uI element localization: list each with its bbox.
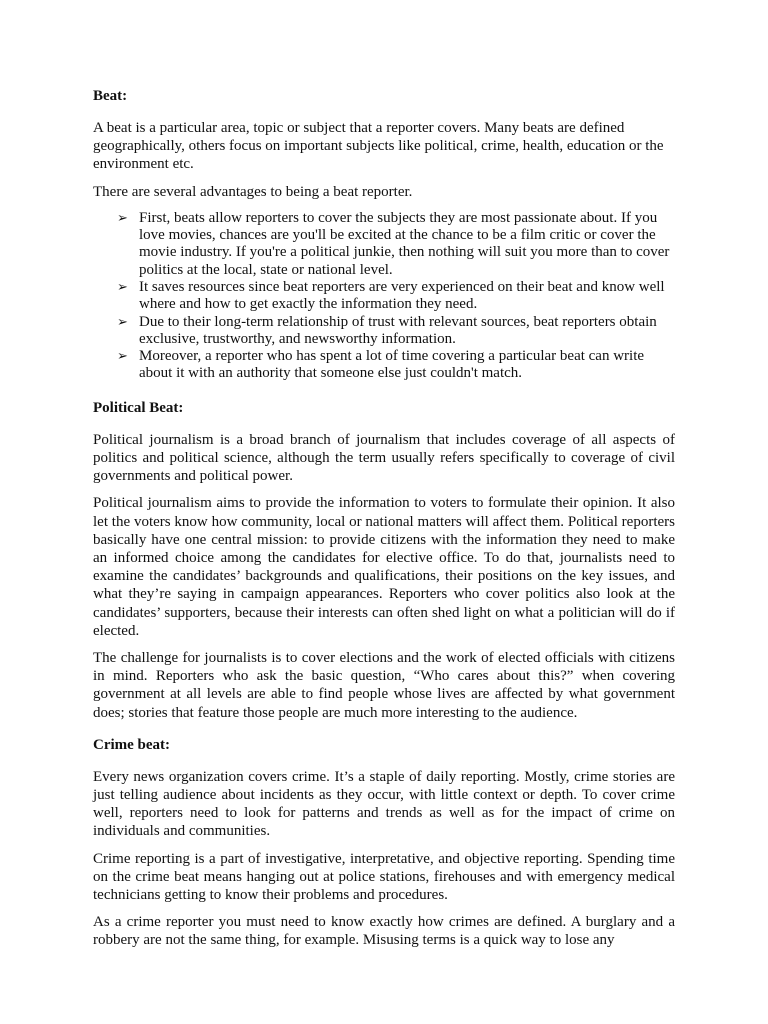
list-item-text: It saves resources since beat reporters are very experienced on their beat and know well where and how to get exactly the information they need.	[139, 279, 665, 313]
political-paragraph: Political journalism is a broad branch of journalism that includes coverage of all aspects of politics and political science, although the term usually refers specifically to coverage of civil governments and political power.	[93, 431, 675, 485]
advantages-list	[93, 210, 675, 383]
list-item	[117, 313, 675, 349]
beat-heading: Beat:	[93, 88, 128, 104]
arrow-bullet-icon: ➢	[117, 314, 128, 330]
political-paragraph: Political journalism aims to provide the information to voters to formulate their opinion. It also let the voters know how community, local or national matters will affect them. Political reporters basically have one central mission: to provide citizens with the information they need to make an informed choice among the candidates for elective office. To do that, journalists need to examine the candidates’ backgrounds and qualifications, their positions on the key issues, and what they’re saying in campaign appearances. Reporters who cover politics also look at the candidates’ supporters, because their interests can often shed light on what a politician will do if elected.	[93, 495, 675, 639]
political-beat-heading: Political Beat:	[93, 399, 184, 416]
list-item	[117, 279, 675, 314]
advantages-intro: There are several advantages to being a beat reporter.	[93, 183, 413, 200]
crime-paragraph: As a crime reporter you must need to know exactly how crimes are defined. A burglary and a robbery are not the same thing, for example. Misusing terms is a quick way to lose any	[93, 914, 675, 949]
list-item-text: First, beats allow reporters to cover the subjects they are most passionate about. If you love movies, chances are you'll be excited at the chance to be a film critic or cover the movie industry. If you're a political junkie, then nothing will suit you more than to cover politics at the local, state or national level.	[139, 209, 670, 278]
arrow-bullet-icon: ➢	[117, 349, 128, 365]
crime-beat-heading: Crime beat:	[93, 736, 171, 753]
list-item-text: Moreover, a reporter who has spent a lot of time covering a particular beat can write about it with an authority that someone else just couldn't match.	[139, 348, 645, 382]
list-item-text: Due to their long-term relationship of trust with relevant sources, beat reporters obtain exclusive, trustworthy, and newsworthy information.	[139, 313, 657, 347]
crime-paragraph: Crime reporting is a part of investigative, interpretative, and objective reporting. Spending time on the crime beat means hanging out at police stations, firehouses and with emergency medical technicians getting to know their problems and procedures.	[93, 850, 675, 904]
arrow-bullet-icon: ➢	[117, 280, 128, 295]
arrow-bullet-icon: ➢	[117, 210, 128, 226]
beat-definition: A beat is a particular area, topic or subject that a reporter covers. Many beats are defined geographically, others focus on important subjects like political, crime, health, education or the environment etc.	[93, 120, 664, 173]
political-paragraph: The challenge for journalists is to cover elections and the work of elected officials with citizens in mind. Reporters who ask the basic question, “Who cares about this?” when covering government at all levels are able to find people whose lives are affected by what government does; stories that feature those people are much more interesting to the audience.	[93, 650, 675, 721]
crime-paragraph: Every news organization covers crime. It’s a staple of daily reporting. Mostly, crime stories are just telling audience about incidents as they occur, with little context or depth. To cover crime well, reporters need to look for patterns and trends as well as for the impact of crime on individuals and communities.	[93, 768, 675, 840]
list-item	[117, 348, 675, 383]
list-item	[117, 209, 675, 279]
